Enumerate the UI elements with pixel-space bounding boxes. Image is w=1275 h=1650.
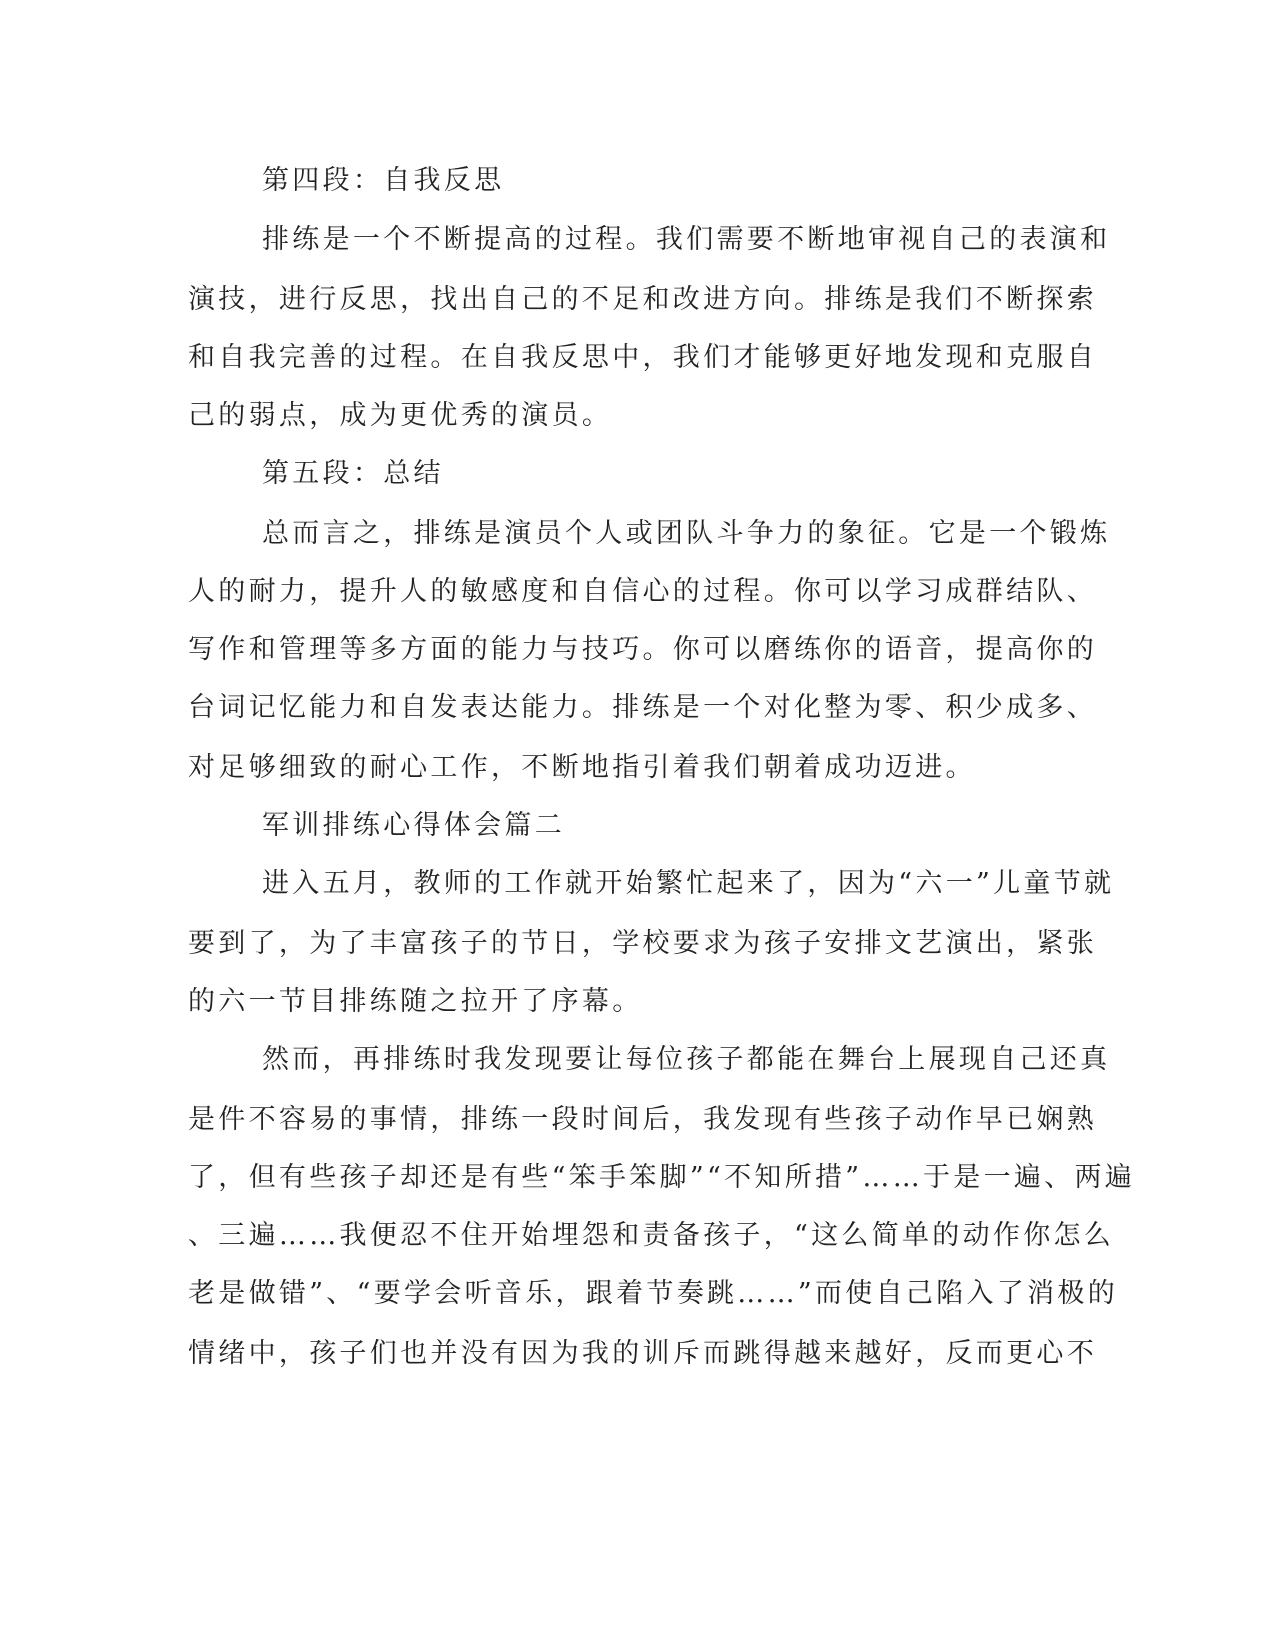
paragraph-line: 情绪中，孩子们也并没有因为我的训斥而跳得越来越好，反而更心不 bbox=[188, 1338, 1097, 1369]
paragraph-line: 对足够细致的耐心工作，不断地指引着我们朝着成功迈进。 bbox=[188, 752, 976, 783]
paragraph-line: 总而言之，排练是演员个人或团队斗争力的象征。它是一个锻炼 bbox=[262, 518, 1111, 549]
paragraph-line: 进入五月，教师的工作就开始繁忙起来了，因为“六一”儿童节就 bbox=[262, 868, 1115, 899]
paragraph-line: 老是做错”、“要学会听音乐，跟着节奏跳……”而使自己陷入了消极的 bbox=[188, 1278, 1119, 1309]
article-title: 军训排练心得体会篇二 bbox=[262, 810, 565, 841]
paragraph-line: 和自我完善的过程。在自我反思中，我们才能够更好地发现和克服自 bbox=[188, 342, 1097, 373]
paragraph-line: 台词记忆能力和自发表达能力。排练是一个对化整为零、积少成多、 bbox=[188, 692, 1097, 723]
section-heading-4: 第四段：自我反思 bbox=[262, 165, 505, 196]
paragraph-line: 人的耐力，提升人的敏感度和自信心的过程。你可以学习成群结队、 bbox=[188, 576, 1097, 607]
paragraph-line: 的六一节目排练随之拉开了序幕。 bbox=[188, 986, 643, 1017]
paragraph-line: 要到了，为了丰富孩子的节日，学校要求为孩子安排文艺演出，紧张 bbox=[188, 928, 1097, 959]
paragraph-line: 写作和管理等多方面的能力与技巧。你可以磨练你的语音，提高你的 bbox=[188, 634, 1097, 665]
paragraph-line: 然而，再排练时我发现要让每位孩子都能在舞台上展现自己还真 bbox=[262, 1044, 1111, 1075]
paragraph-line: 排练是一个不断提高的过程。我们需要不断地审视自己的表演和 bbox=[262, 224, 1111, 255]
paragraph-line: 了，但有些孩子却还是有些“笨手笨脚”“不知所措”……于是一遍、两遍 bbox=[188, 1162, 1136, 1193]
paragraph-line: 是件不容易的事情，排练一段时间后，我发现有些孩子动作早已娴熟 bbox=[188, 1104, 1097, 1135]
paragraph-line: 演技，进行反思，找出自己的不足和改进方向。排练是我们不断探索 bbox=[188, 284, 1097, 315]
paragraph-line: 、三遍……我便忍不住开始埋怨和责备孩子，“这么简单的动作你怎么 bbox=[188, 1220, 1115, 1251]
section-heading-5: 第五段：总结 bbox=[262, 458, 444, 489]
paragraph-line: 己的弱点，成为更优秀的演员。 bbox=[188, 400, 613, 431]
